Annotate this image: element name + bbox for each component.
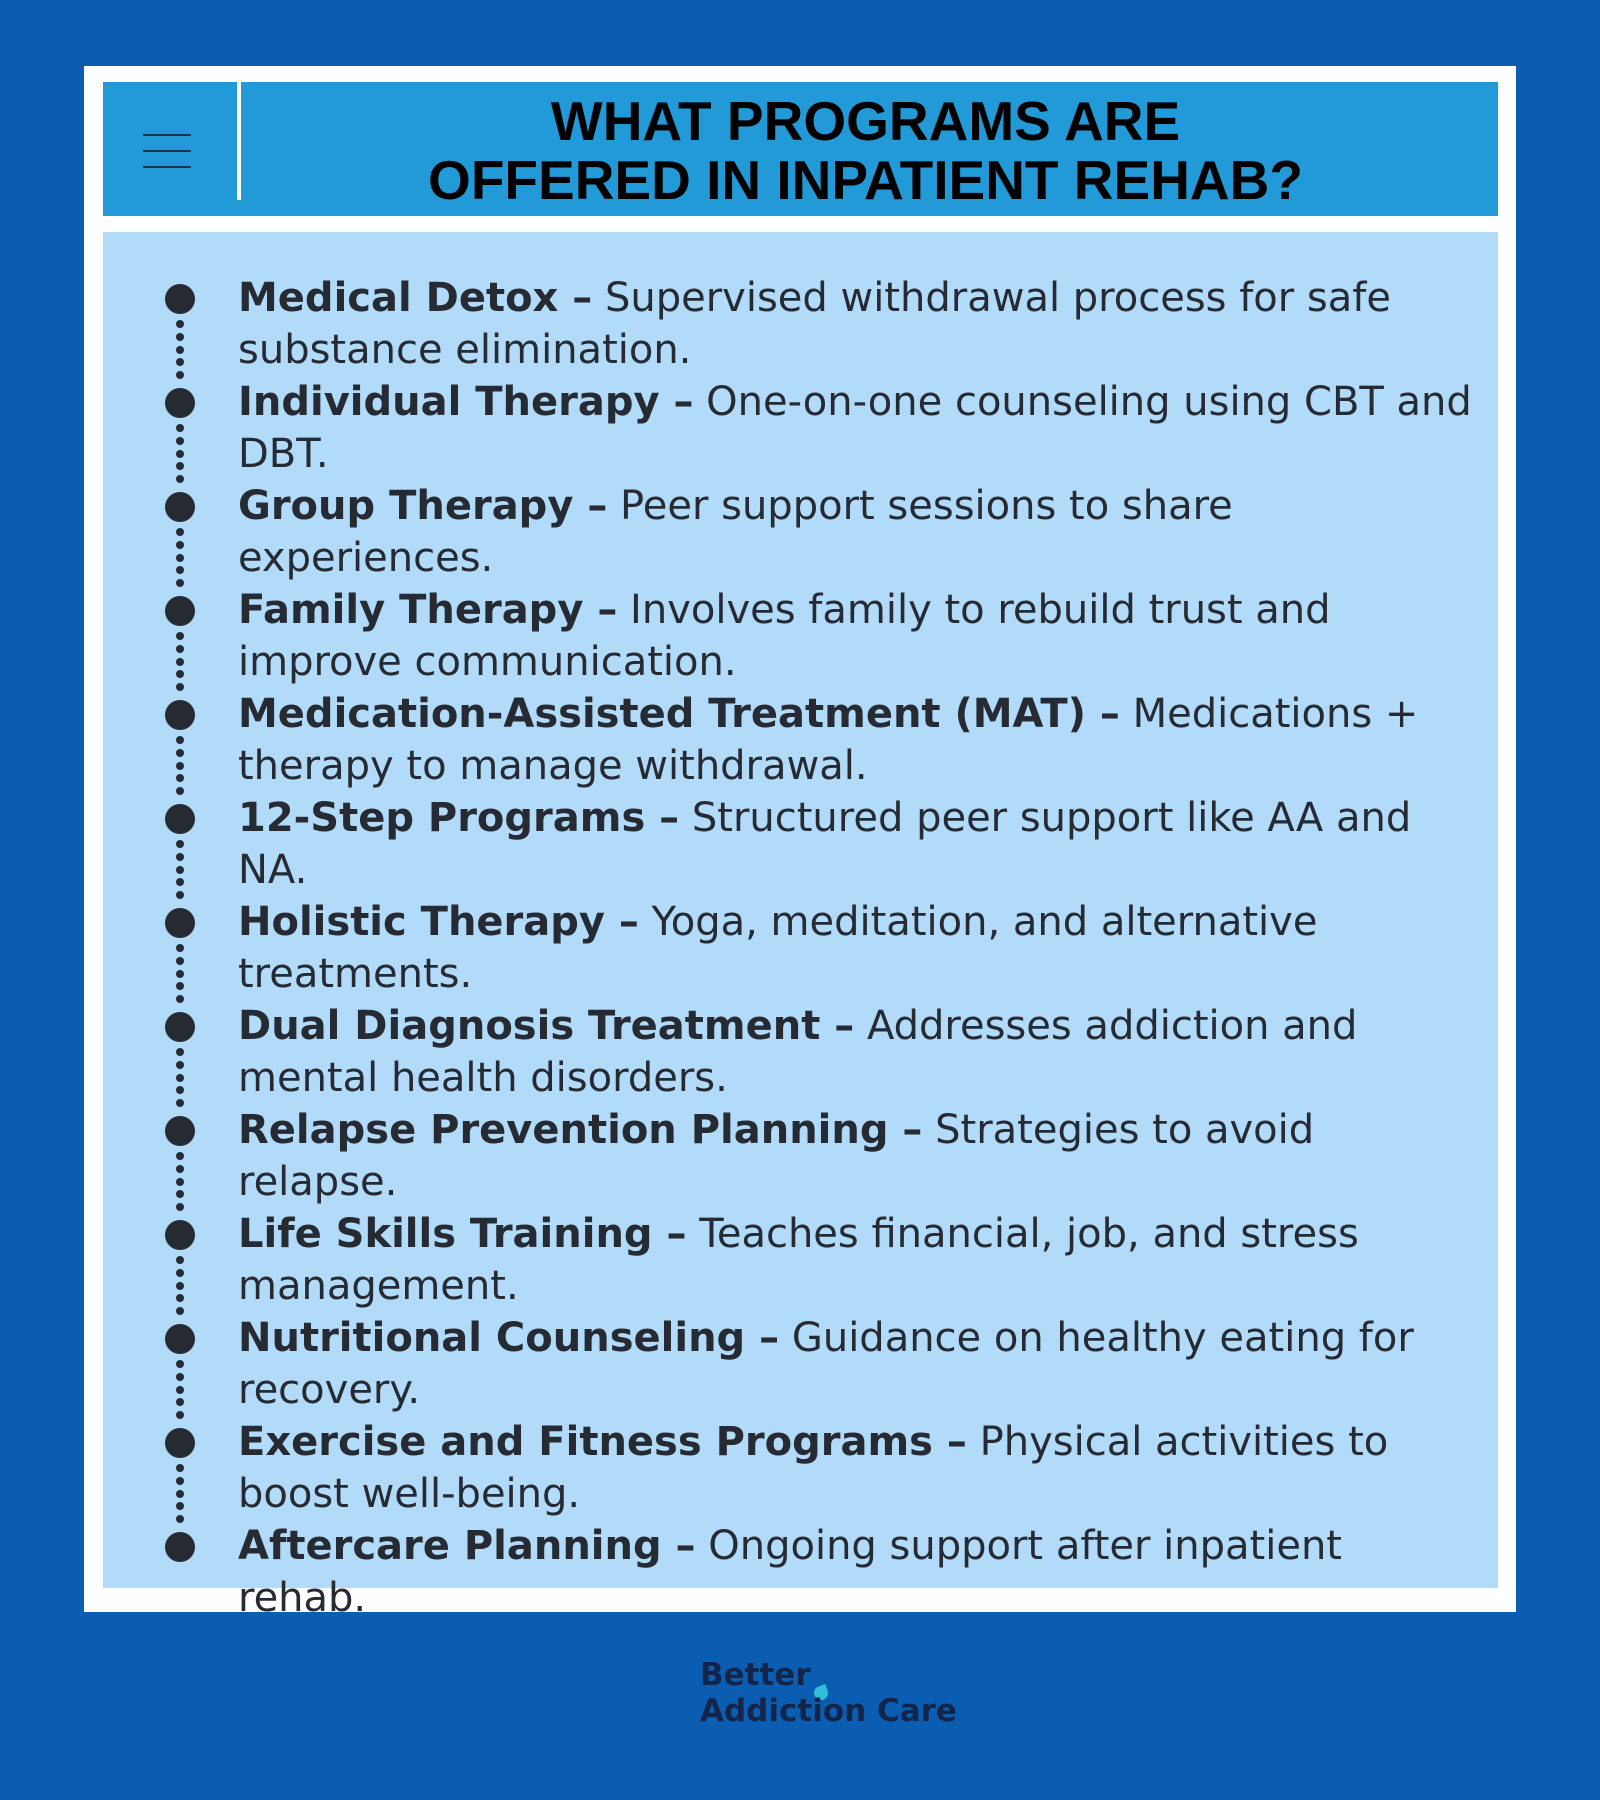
program-name: Family Therapy – [238, 587, 618, 633]
timeline-connector-dot [176, 1269, 184, 1277]
timeline-connector-dot [176, 1074, 184, 1082]
program-item [238, 896, 1478, 1000]
timeline-dot [165, 1116, 195, 1146]
timeline-dot [165, 1428, 195, 1458]
program-list [238, 272, 1478, 1624]
header-banner [103, 82, 1498, 216]
program-name: Individual Therapy – [238, 379, 694, 425]
timeline-connector-dot [176, 878, 184, 886]
timeline-connector-dot [176, 1099, 184, 1107]
timeline-connector-dot [176, 982, 184, 990]
timeline-connector-dot [176, 1360, 184, 1368]
timeline-connector-dot [176, 346, 184, 354]
brand-logo [700, 1656, 960, 1736]
program-name: Group Therapy – [238, 483, 608, 529]
timeline-connector-dot [176, 970, 184, 978]
timeline-connector-dot [176, 645, 184, 653]
timeline-connector-dot [176, 541, 184, 549]
timeline-dot [165, 388, 195, 418]
header-divider [237, 82, 241, 200]
timeline-connector-dot [176, 995, 184, 1003]
timeline-connector-dot [176, 749, 184, 757]
program-name: Relapse Prevention Planning – [238, 1107, 923, 1153]
timeline-connector-dot [176, 462, 184, 470]
timeline-connector-dot [176, 632, 184, 640]
timeline-connector-dot [176, 774, 184, 782]
timeline-connector-dot [176, 1086, 184, 1094]
program-item [238, 688, 1478, 792]
timeline-connector-dot [176, 1165, 184, 1173]
timeline-connector-dot [176, 437, 184, 445]
timeline-connector-dot [176, 1203, 184, 1211]
timeline-connector-dot [176, 866, 184, 874]
timeline-connector-dot [176, 957, 184, 965]
timeline-dot [165, 1532, 195, 1562]
timeline-connector-dot [176, 1152, 184, 1160]
program-description: Medications + therapy to manage withdrawal. [238, 691, 1419, 789]
timeline-connector-dot [176, 566, 184, 574]
timeline-connector-dot [176, 1464, 184, 1472]
program-name: Aftercare Planning – [238, 1523, 696, 1569]
program-description: Supervised withdrawal process for safe substance elimination. [238, 275, 1391, 373]
program-item [238, 792, 1478, 896]
program-name: 12-Step Programs – [238, 795, 680, 841]
timeline-connector-dot [176, 371, 184, 379]
timeline-connector-dot [176, 1490, 184, 1498]
program-name: Dual Diagnosis Treatment – [238, 1003, 855, 1049]
timeline-connector-dot [176, 1178, 184, 1186]
timeline-connector-dot [176, 1048, 184, 1056]
timeline-connector-dot [176, 450, 184, 458]
program-description: One-on-one counseling using CBT and DBT. [238, 379, 1472, 477]
infographic-card [84, 66, 1516, 1621]
timeline-connector-dot [176, 787, 184, 795]
program-item [238, 1208, 1478, 1312]
timeline-connector-dot [176, 670, 184, 678]
timeline-connector-dot [176, 683, 184, 691]
timeline-connector-dot [176, 333, 184, 341]
program-description: Physical activities to boost well-being. [238, 1419, 1389, 1517]
program-name: Medication-Assisted Treatment (MAT) – [238, 691, 1120, 737]
program-description: Peer support sessions to share experiences. [238, 483, 1233, 581]
title-line-1: WHAT PROGRAMS ARE [550, 90, 1181, 152]
timeline-connector-dot [176, 320, 184, 328]
timeline-dot [165, 596, 195, 626]
program-description: Strategies to avoid relapse. [238, 1107, 1315, 1205]
program-item [238, 584, 1478, 688]
timeline-connector-dot [176, 736, 184, 744]
timeline-dot [165, 700, 195, 730]
timeline-connector-dot [176, 358, 184, 366]
timeline-connector-dot [176, 1373, 184, 1381]
timeline [165, 272, 195, 1572]
timeline-connector-dot [176, 1502, 184, 1510]
program-item [238, 480, 1478, 584]
timeline-connector-dot [176, 853, 184, 861]
program-item [238, 1104, 1478, 1208]
timeline-connector-dot [176, 528, 184, 536]
title-line-2: OFFERED IN INPATIENT REHAB? [428, 149, 1303, 211]
content-panel [103, 232, 1498, 1621]
page-title [253, 92, 1478, 210]
timeline-connector-dot [176, 1282, 184, 1290]
program-description: Teaches financial, job, and stress management. [238, 1211, 1359, 1309]
timeline-connector-dot [176, 1398, 184, 1406]
program-item [238, 272, 1478, 376]
program-description: Ongoing support after inpatient rehab. [238, 1523, 1342, 1621]
program-item [238, 1416, 1478, 1520]
timeline-connector-dot [176, 554, 184, 562]
timeline-connector-dot [176, 1386, 184, 1394]
timeline-connector-dot [176, 658, 184, 666]
program-item [238, 1000, 1478, 1104]
timeline-connector-dot [176, 1307, 184, 1315]
program-name: Exercise and Fitness Programs – [238, 1419, 967, 1465]
logo-line-1: Better [700, 1657, 811, 1693]
timeline-connector-dot [176, 1411, 184, 1419]
program-name: Medical Detox – [238, 275, 593, 321]
timeline-connector-dot [176, 424, 184, 432]
timeline-connector-dot [176, 1477, 184, 1485]
logo-line-2: Addiction Care [700, 1693, 957, 1729]
timeline-dot [165, 492, 195, 522]
timeline-connector-dot [176, 944, 184, 952]
timeline-dot [165, 1324, 195, 1354]
program-description: Guidance on healthy eating for recovery. [238, 1315, 1414, 1413]
timeline-connector-dot [176, 1190, 184, 1198]
program-item [238, 1520, 1478, 1624]
program-description: Yoga, meditation, and alternative treatments. [238, 899, 1318, 997]
timeline-connector-dot [176, 1294, 184, 1302]
program-description: Addresses addiction and mental health disorders. [238, 1003, 1358, 1101]
timeline-connector-dot [176, 891, 184, 899]
timeline-connector-dot [176, 1515, 184, 1523]
timeline-connector-dot [176, 1061, 184, 1069]
menu-icon [143, 134, 191, 168]
timeline-connector-dot [176, 1256, 184, 1264]
timeline-dot [165, 908, 195, 938]
program-name: Holistic Therapy – [238, 899, 639, 945]
program-name: Life Skills Training – [238, 1211, 687, 1257]
timeline-connector-dot [176, 762, 184, 770]
timeline-connector-dot [176, 579, 184, 587]
timeline-dot [165, 804, 195, 834]
timeline-connector-dot [176, 475, 184, 483]
program-description: Involves family to rebuild trust and improve communication. [238, 587, 1331, 685]
timeline-connector-dot [176, 840, 184, 848]
timeline-dot [165, 1220, 195, 1250]
program-description: Structured peer support like AA and NA. [238, 795, 1412, 893]
timeline-dot [165, 1012, 195, 1042]
program-name: Nutritional Counseling – [238, 1315, 780, 1361]
program-item [238, 1312, 1478, 1416]
timeline-dot [165, 284, 195, 314]
program-item [238, 376, 1478, 480]
